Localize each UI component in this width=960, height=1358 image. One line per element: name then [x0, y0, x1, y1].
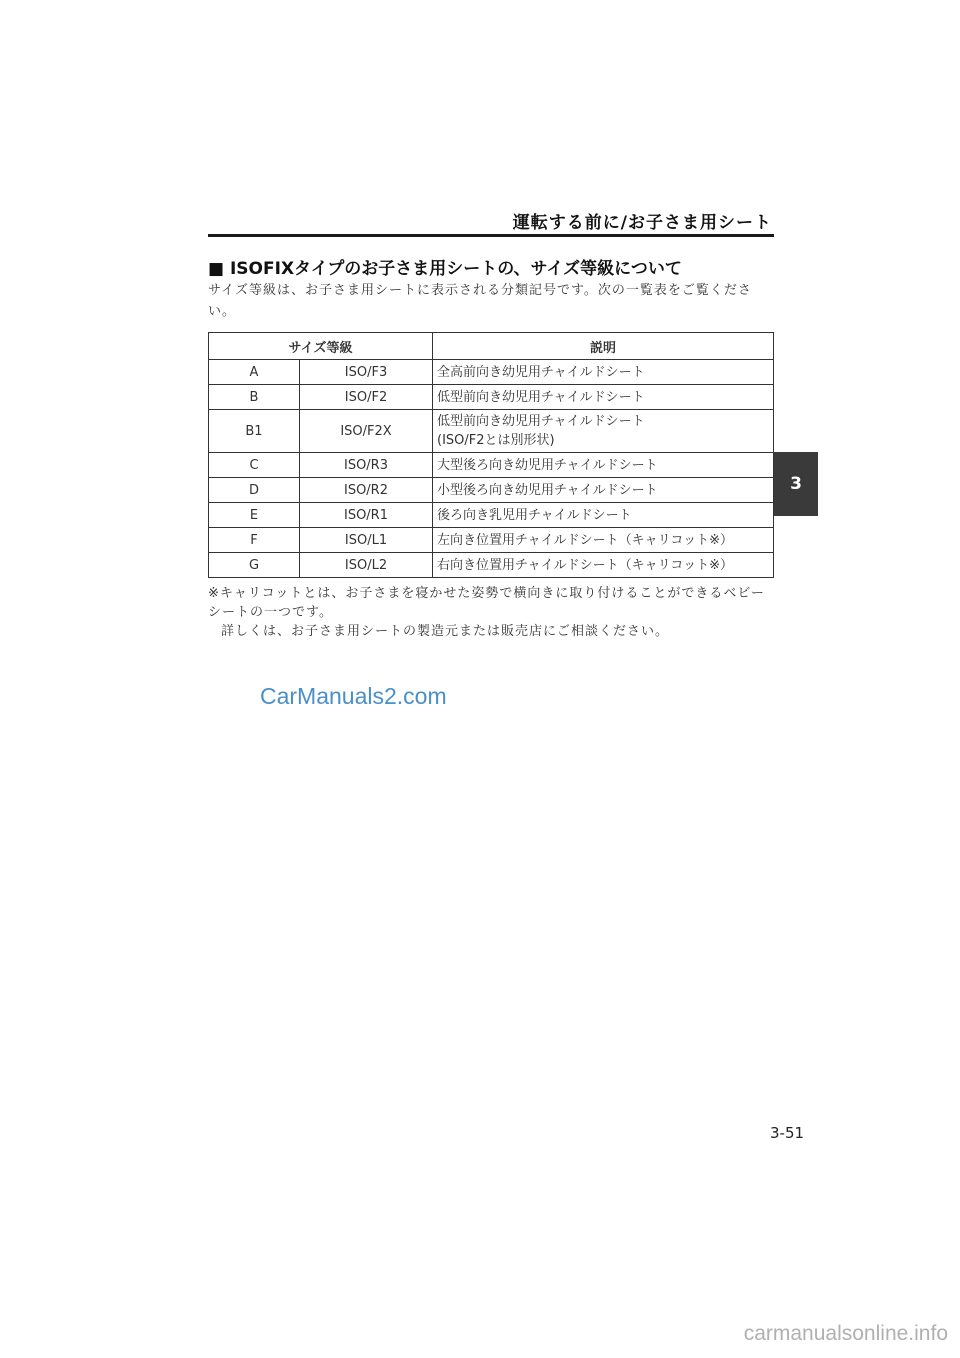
table-body	[209, 360, 774, 578]
size-class-cell: G	[209, 553, 300, 578]
section-heading: ■ ISOFIXタイプのお子さま用シートの、サイズ等級について	[208, 259, 682, 279]
intro-text: サイズ等級は、お子さま用シートに表示される分類記号です。次の一覧表をご覧ください。	[208, 283, 752, 319]
table-row	[209, 528, 774, 553]
header-description: 説明	[433, 333, 774, 360]
table-row	[209, 385, 774, 410]
description-line: 大型後ろ向き幼児用チャイルドシート	[437, 457, 658, 473]
header-size-class: サイズ等級	[209, 333, 433, 360]
description-cell	[433, 553, 774, 578]
description-line: 低型前向き幼児用チャイルドシート	[437, 414, 645, 429]
size-class-cell: E	[209, 503, 300, 528]
table-row	[209, 478, 774, 503]
size-class-cell: D	[209, 478, 300, 503]
header-rule	[208, 234, 774, 237]
size-class-cell: C	[209, 453, 300, 478]
description-cell	[433, 410, 774, 453]
description-line: 全高前向き幼児用チャイルドシート	[437, 364, 645, 380]
note-carrycot: ※キャリコットとは、お子さまを寝かせた姿勢で横向きに取り付けることができるベビーシートの一つです。	[208, 586, 765, 620]
description-line: 左向き位置用チャイルドシート（キャリコット※）	[437, 532, 733, 548]
description-cell	[433, 503, 774, 528]
page-number: 3-51	[770, 1124, 805, 1142]
description-cell	[433, 360, 774, 385]
description-line: 低型前向き幼児用チャイルドシート	[437, 389, 645, 405]
description-cell	[433, 478, 774, 503]
iso-code-cell: ISO/F3	[300, 360, 433, 385]
table-row	[209, 453, 774, 478]
header-title: 運転する前に/お子さま用シート	[512, 213, 772, 233]
size-class-cell: B1	[209, 410, 300, 453]
note-consult: 詳しくは、お子さま用シートの製造元または販売店にご相談ください。	[221, 624, 670, 639]
notes	[208, 584, 774, 641]
size-class-table	[208, 332, 774, 578]
table-header-row	[209, 333, 774, 360]
size-class-cell: B	[209, 385, 300, 410]
description-cell	[433, 528, 774, 553]
description-line: (ISO/F2とは別形状)	[437, 433, 555, 448]
table-row	[209, 360, 774, 385]
iso-code-cell: ISO/F2	[300, 385, 433, 410]
iso-code-cell: ISO/R2	[300, 478, 433, 503]
size-class-cell: F	[209, 528, 300, 553]
iso-code-cell: ISO/R3	[300, 453, 433, 478]
size-class-cell: A	[209, 360, 300, 385]
chapter-tab[interactable]: 3	[774, 452, 818, 516]
iso-code-cell: ISO/L1	[300, 528, 433, 553]
table-row	[209, 410, 774, 453]
iso-code-cell: ISO/F2X	[300, 410, 433, 453]
watermark: CarManuals2.com	[260, 683, 447, 709]
iso-code-cell: ISO/L2	[300, 553, 433, 578]
description-line: 右向き位置用チャイルドシート（キャリコット※）	[437, 557, 733, 573]
description-cell	[433, 385, 774, 410]
table-row	[209, 553, 774, 578]
description-line: 小型後ろ向き幼児用チャイルドシート	[437, 482, 658, 498]
table-row	[209, 503, 774, 528]
description-cell	[433, 453, 774, 478]
description-line: 後ろ向き乳児用チャイルドシート	[437, 507, 632, 523]
footer-watermark: carmanualsonline.info	[743, 1322, 948, 1345]
iso-code-cell: ISO/R1	[300, 503, 433, 528]
